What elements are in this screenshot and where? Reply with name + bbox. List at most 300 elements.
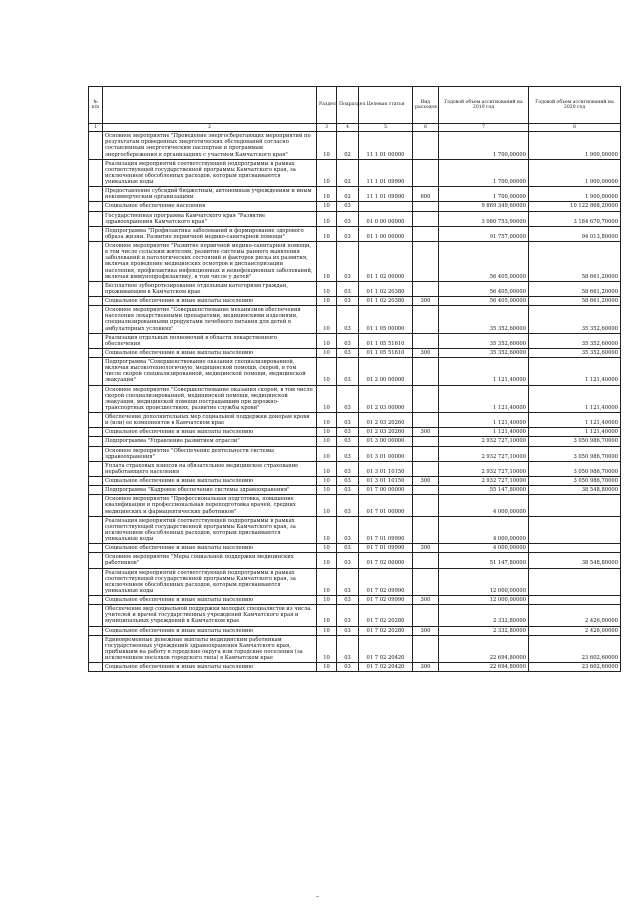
- table-row: [89, 306, 621, 334]
- item-name-cell: Социальное обеспечение и иные выплаты населению: [103, 544, 317, 553]
- section-cell: 10: [317, 211, 337, 226]
- amount-2020-cell: 1 121,40000: [529, 358, 621, 386]
- item-name-cell: Основное мероприятие "Совершенствование оказания скорой, в том числе скорой специализированной, медицинской помощи, медицинской эвакуации, медицинской помощи пострадавшим при дорожно-транспортных происшествиях, развитие службы крови": [103, 385, 317, 413]
- subsection-cell: 03: [337, 635, 359, 663]
- amount-2020-cell: 3 050 986,70000: [529, 477, 621, 486]
- expense-kind-cell: [413, 437, 439, 446]
- subsection-cell: 02: [337, 132, 359, 160]
- amount-2019-cell: 1 121,40000: [439, 385, 529, 413]
- table-row: [89, 516, 621, 544]
- table-row: [89, 333, 621, 348]
- item-name-cell: Основное мероприятие "Развитие первичной медико-санитарной помощи, в том числе сельским жителям, развитие системы раннего выявления заболеваний и патологических состояний и факторов риска их развития, включая проведение медицинских осмотров и диспансеризации населения, профилактика инфекционных и неинфекционных заболеваний, включая иммунопрофилактику, в том числе у детей": [103, 242, 317, 282]
- row-number-cell: [89, 281, 103, 296]
- header-target: Целевая статья: [359, 87, 413, 124]
- section-cell: 10: [317, 348, 337, 357]
- table-row: [89, 663, 621, 672]
- table-row: [89, 544, 621, 553]
- row-number-cell: [89, 226, 103, 241]
- row-number-cell: [89, 211, 103, 226]
- subsection-cell: 03: [337, 544, 359, 553]
- amount-2019-cell: 1 700,00000: [439, 132, 529, 160]
- table-row: [89, 635, 621, 663]
- amount-2020-cell: 1 900,00000: [529, 132, 621, 160]
- row-number-cell: [89, 159, 103, 187]
- header-vol-2019: Годовой объем ассигнований на 2019 год: [439, 87, 529, 124]
- row-number-cell: [89, 242, 103, 282]
- table-row: [89, 413, 621, 428]
- section-cell: 10: [317, 626, 337, 635]
- table-row: [89, 428, 621, 437]
- item-name-cell: Основное мероприятие "Меры социальной поддержки медицинских работников": [103, 553, 317, 568]
- subsection-cell: 03: [337, 461, 359, 476]
- target-article-cell: 01 2 00 00000: [359, 358, 413, 386]
- amount-2020-cell: 2 426,00000: [529, 626, 621, 635]
- row-number-cell: [89, 413, 103, 428]
- expense-kind-cell: [413, 333, 439, 348]
- section-cell: 10: [317, 358, 337, 386]
- expense-kind-cell: 300: [413, 477, 439, 486]
- table-row: [89, 495, 621, 516]
- target-article-cell: 01 7 02 20280: [359, 626, 413, 635]
- table-row: [89, 568, 621, 596]
- subsection-cell: 03: [337, 348, 359, 357]
- target-article-cell: [359, 202, 413, 211]
- amount-2019-cell: 35 352,60000: [439, 333, 529, 348]
- row-number-cell: [89, 663, 103, 672]
- amount-2020-cell: [529, 495, 621, 516]
- amount-2019-cell: 2 332,80000: [439, 626, 529, 635]
- amount-2019-cell: 1 121,40000: [439, 358, 529, 386]
- item-name-cell: Социальное обеспечение и иные выплаты населению: [103, 297, 317, 306]
- budget-table: [88, 86, 621, 672]
- subsection-cell: 03: [337, 358, 359, 386]
- table-row: [89, 187, 621, 202]
- amount-2019-cell: 55 147,80000: [439, 486, 529, 495]
- amount-2019-cell: 2 932 727,10000: [439, 461, 529, 476]
- index-cell: 7: [439, 124, 529, 132]
- target-article-cell: 01 2 03 20260: [359, 428, 413, 437]
- item-name-cell: Единовременные денежные выплаты медицинским работникам государственных учреждений здравоохранения Камчатского края, прибывшим на работу в городские округа или городские поселения (за исключением поселков городского типа) в Камчатском крае: [103, 635, 317, 663]
- amount-2019-cell: 4 000,00000: [439, 516, 529, 544]
- table-body: [89, 132, 621, 672]
- header-section: Раздел: [317, 87, 337, 124]
- item-name-cell: Основное мероприятие "Совершенствование механизмов обеспечения населения лекарственными препаратами, медицинскими изделиями, специализированными продуктами лечебного питания для детей в амбулаторных условиях": [103, 306, 317, 334]
- row-number-cell: [89, 477, 103, 486]
- amount-2019-cell: 2 932 727,10000: [439, 437, 529, 446]
- expense-kind-cell: 300: [413, 348, 439, 357]
- expense-kind-cell: [413, 495, 439, 516]
- item-name-cell: Бесплатное зубопротезирование отдельным категориям граждан, проживающим в Камчатском крае: [103, 281, 317, 296]
- amount-2019-cell: 2 332,80000: [439, 605, 529, 626]
- row-number-cell: [89, 635, 103, 663]
- item-name-cell: Социальное обеспечение и иные выплаты населению: [103, 663, 317, 672]
- item-name-cell: Подпрограмма "Профилактика заболеваний и формирование здорового образа жизни. Развитие первичной медико-санитарной помощи": [103, 226, 317, 241]
- table-row: [89, 385, 621, 413]
- table-row: [89, 348, 621, 357]
- target-article-cell: 01 7 01 09990: [359, 516, 413, 544]
- index-cell: 4: [337, 124, 359, 132]
- amount-2019-cell: 51 147,80000: [439, 553, 529, 568]
- expense-kind-cell: [413, 446, 439, 461]
- subsection-cell: 03: [337, 297, 359, 306]
- table-row: [89, 477, 621, 486]
- subsection-cell: 03: [337, 596, 359, 605]
- subsection-cell: 03: [337, 333, 359, 348]
- subsection-cell: 03: [337, 211, 359, 226]
- expense-kind-cell: [413, 413, 439, 428]
- index-cell: 1: [89, 124, 103, 132]
- table-row: [89, 242, 621, 282]
- target-article-cell: 01 7 02 20280: [359, 605, 413, 626]
- subsection-cell: 03: [337, 626, 359, 635]
- table-row: [89, 446, 621, 461]
- amount-2020-cell: 10 122 868,20000: [529, 202, 621, 211]
- item-name-cell: Подпрограмма "Управление развитием отрасли": [103, 437, 317, 446]
- row-number-cell: [89, 437, 103, 446]
- expense-kind-cell: 300: [413, 428, 439, 437]
- section-cell: 10: [317, 516, 337, 544]
- expense-kind-cell: [413, 486, 439, 495]
- section-cell: 10: [317, 132, 337, 160]
- item-name-cell: Социальное обеспечение и иные выплаты населению: [103, 477, 317, 486]
- row-number-cell: [89, 446, 103, 461]
- amount-2020-cell: 3 050 986,70000: [529, 437, 621, 446]
- section-cell: 10: [317, 242, 337, 282]
- row-number-cell: [89, 596, 103, 605]
- section-cell: 10: [317, 495, 337, 516]
- section-cell: 10: [317, 486, 337, 495]
- amount-2019-cell: 1 700,00000: [439, 159, 529, 187]
- amount-2020-cell: 58 661,20000: [529, 297, 621, 306]
- expense-kind-cell: [413, 568, 439, 596]
- target-article-cell: 01 7 02 09990: [359, 596, 413, 605]
- item-name-cell: Подпрограмма "Совершенствование оказания специализированной, включая высокотехнологичную, медицинской помощи, скорой, в том числе скорой специализированной, медицинской помощи, медицинской эвакуации": [103, 358, 317, 386]
- section-cell: 10: [317, 568, 337, 596]
- subsection-cell: 03: [337, 516, 359, 544]
- expense-kind-cell: [413, 358, 439, 386]
- amount-2020-cell: 1 900,00000: [529, 159, 621, 187]
- target-article-cell: 01 7 02 20420: [359, 663, 413, 672]
- amount-2020-cell: 38 548,80000: [529, 486, 621, 495]
- subsection-cell: 03: [337, 413, 359, 428]
- index-cell: 2: [103, 124, 317, 132]
- row-number-cell: [89, 544, 103, 553]
- expense-kind-cell: [413, 605, 439, 626]
- expense-kind-cell: 600: [413, 187, 439, 202]
- amount-2020-cell: 1 121,40000: [529, 428, 621, 437]
- item-name-cell: Основное мероприятие "Обеспечение деятельности системы здравоохранения": [103, 446, 317, 461]
- target-article-cell: 01 7 02 09990: [359, 568, 413, 596]
- item-name-cell: Основное мероприятие "Профессиональная подготовка, повышение квалификации и профессиональная переподготовка врачей, средних медицинских и фармацевтических работников": [103, 495, 317, 516]
- table-row: [89, 486, 621, 495]
- amount-2020-cell: 35 352,60000: [529, 348, 621, 357]
- section-cell: 10: [317, 635, 337, 663]
- expense-kind-cell: [413, 635, 439, 663]
- amount-2020-cell: [529, 596, 621, 605]
- index-cell: 8: [529, 124, 621, 132]
- subsection-cell: 03: [337, 202, 359, 211]
- section-cell: 10: [317, 306, 337, 334]
- target-article-cell: 01 3 01 10150: [359, 461, 413, 476]
- amount-2019-cell: 1 121,40000: [439, 428, 529, 437]
- subsection-cell: 03: [337, 437, 359, 446]
- row-number-cell: [89, 306, 103, 334]
- expense-kind-cell: [413, 516, 439, 544]
- subsection-cell: 03: [337, 226, 359, 241]
- target-article-cell: 01 1 02 20380: [359, 281, 413, 296]
- table-row: [89, 202, 621, 211]
- amount-2019-cell: 1 121,40000: [439, 413, 529, 428]
- section-cell: 10: [317, 663, 337, 672]
- expense-kind-cell: [413, 281, 439, 296]
- section-cell: 10: [317, 413, 337, 428]
- target-article-cell: 01 7 01 00000: [359, 495, 413, 516]
- table-row: [89, 605, 621, 626]
- expense-kind-cell: [413, 132, 439, 160]
- table-row: [89, 226, 621, 241]
- expense-kind-cell: [413, 461, 439, 476]
- target-article-cell: 01 1 00 00000: [359, 226, 413, 241]
- row-number-cell: [89, 428, 103, 437]
- row-number-cell: [89, 132, 103, 160]
- amount-2020-cell: 94 013,80000: [529, 226, 621, 241]
- amount-2020-cell: 2 426,00000: [529, 605, 621, 626]
- amount-2020-cell: 38 548,80000: [529, 553, 621, 568]
- row-number-cell: [89, 348, 103, 357]
- target-article-cell: 01 1 02 20380: [359, 297, 413, 306]
- amount-2020-cell: 3 050 986,70000: [529, 446, 621, 461]
- section-cell: 10: [317, 605, 337, 626]
- subsection-cell: 03: [337, 663, 359, 672]
- expense-kind-cell: [413, 211, 439, 226]
- row-number-cell: [89, 553, 103, 568]
- table-row: [89, 437, 621, 446]
- subsection-cell: 02: [337, 187, 359, 202]
- item-name-cell: Социальное обеспечение населения: [103, 202, 317, 211]
- amount-2019-cell: 1 700,00000: [439, 187, 529, 202]
- target-article-cell: 01 2 03 20260: [359, 413, 413, 428]
- target-article-cell: 01 7 02 00000: [359, 553, 413, 568]
- amount-2020-cell: [529, 544, 621, 553]
- item-name-cell: Реализация мероприятий соответствующей подпрограммы в рамках соответствующей государственной программы Камчатского края, за исключением обособленных расходов, которым присваиваются уникальные коды: [103, 159, 317, 187]
- subsection-cell: 03: [337, 242, 359, 282]
- table-header-row: [89, 87, 621, 124]
- row-number-cell: [89, 358, 103, 386]
- header-kind: Вид расходов: [413, 87, 439, 124]
- target-article-cell: 01 1 05 00000: [359, 306, 413, 334]
- row-number-cell: [89, 568, 103, 596]
- table-row: [89, 297, 621, 306]
- row-number-cell: [89, 495, 103, 516]
- expense-kind-cell: 300: [413, 544, 439, 553]
- target-article-cell: 11 1 01 09990: [359, 159, 413, 187]
- amount-2020-cell: [529, 568, 621, 596]
- target-article-cell: 11 1 01 00000: [359, 132, 413, 160]
- expense-kind-cell: [413, 226, 439, 241]
- subsection-cell: 03: [337, 486, 359, 495]
- item-name-cell: Реализация мероприятий соответствующей подпрограммы в рамках соответствующей государственной программы Камчатского края, за исключением обособленных расходов, которым присваиваются уникальные коды: [103, 568, 317, 596]
- section-cell: 10: [317, 428, 337, 437]
- item-name-cell: Уплата страховых взносов на обязательное медицинское страхование неработающего населения: [103, 461, 317, 476]
- header-subsection: Подраздел: [337, 87, 359, 124]
- page-number: –: [316, 893, 319, 900]
- item-name-cell: Подпрограмма "Кадровое обеспечение системы здравоохранения": [103, 486, 317, 495]
- amount-2019-cell: 9 869 349,60000: [439, 202, 529, 211]
- amount-2019-cell: 91 757,00000: [439, 226, 529, 241]
- target-article-cell: 01 7 00 00000: [359, 486, 413, 495]
- amount-2020-cell: [529, 516, 621, 544]
- target-article-cell: 01 3 00 00000: [359, 437, 413, 446]
- subsection-cell: 03: [337, 281, 359, 296]
- subsection-cell: 03: [337, 306, 359, 334]
- table-row: [89, 159, 621, 187]
- section-cell: 10: [317, 187, 337, 202]
- expense-kind-cell: 300: [413, 297, 439, 306]
- section-cell: 10: [317, 437, 337, 446]
- section-cell: 10: [317, 202, 337, 211]
- amount-2020-cell: 58 661,20000: [529, 242, 621, 282]
- amount-2020-cell: 35 352,60000: [529, 306, 621, 334]
- table-row: [89, 461, 621, 476]
- section-cell: 10: [317, 385, 337, 413]
- amount-2020-cell: 58 661,20000: [529, 281, 621, 296]
- section-cell: 10: [317, 446, 337, 461]
- amount-2019-cell: 22 694,80000: [439, 663, 529, 672]
- table-row: [89, 596, 621, 605]
- target-article-cell: 01 7 01 09990: [359, 544, 413, 553]
- row-number-cell: [89, 626, 103, 635]
- table-row: [89, 211, 621, 226]
- subsection-cell: 03: [337, 446, 359, 461]
- amount-2020-cell: 3 184 670,70000: [529, 211, 621, 226]
- header-name: [103, 87, 317, 124]
- target-article-cell: 01 1 05 51610: [359, 333, 413, 348]
- item-name-cell: Обеспечение дополнительных мер социальной поддержки донорам крови и (или) ее компонентов в Камчатском крае: [103, 413, 317, 428]
- table-row: [89, 281, 621, 296]
- item-name-cell: Государственная программа Камчатского края "Развитие здравоохранения Камчатского края": [103, 211, 317, 226]
- expense-kind-cell: 300: [413, 663, 439, 672]
- target-article-cell: 01 1 05 51610: [359, 348, 413, 357]
- amount-2020-cell: 1 900,00000: [529, 187, 621, 202]
- expense-kind-cell: 300: [413, 626, 439, 635]
- amount-2019-cell: 2 932 727,10000: [439, 477, 529, 486]
- target-article-cell: 11 1 01 09990: [359, 187, 413, 202]
- row-number-cell: [89, 516, 103, 544]
- amount-2019-cell: 35 352,60000: [439, 348, 529, 357]
- item-name-cell: Реализация мероприятий соответствующей подпрограммы в рамках соответствующей государственной программы Камчатского края, за исключением обособленных расходов, которым присваиваются уникальные коды: [103, 516, 317, 544]
- subsection-cell: 03: [337, 605, 359, 626]
- section-cell: 10: [317, 297, 337, 306]
- expense-kind-cell: [413, 385, 439, 413]
- item-name-cell: Социальное обеспечение и иные выплаты населению: [103, 428, 317, 437]
- section-cell: 10: [317, 544, 337, 553]
- row-number-cell: [89, 486, 103, 495]
- item-name-cell: Основное мероприятие "Проведение энергосберегающих мероприятий по результатам проведенных энергетических обследований согласно составленным энергетическим паспортам и программам энергосбережения в организациях с участием Камчатского края": [103, 132, 317, 160]
- amount-2019-cell: 22 694,80000: [439, 635, 529, 663]
- expense-kind-cell: 300: [413, 596, 439, 605]
- amount-2019-cell: 12 000,00000: [439, 568, 529, 596]
- amount-2020-cell: 23 602,60000: [529, 663, 621, 672]
- section-cell: 10: [317, 553, 337, 568]
- amount-2019-cell: 35 352,60000: [439, 306, 529, 334]
- expense-kind-cell: [413, 306, 439, 334]
- amount-2019-cell: 2 932 727,10000: [439, 446, 529, 461]
- item-name-cell: Социальное обеспечение и иные выплаты населению: [103, 596, 317, 605]
- amount-2019-cell: 4 000,00000: [439, 544, 529, 553]
- subsection-cell: 02: [337, 159, 359, 187]
- item-name-cell: Социальное обеспечение и иные выплаты населению: [103, 348, 317, 357]
- amount-2019-cell: 56 405,00000: [439, 242, 529, 282]
- subsection-cell: 03: [337, 495, 359, 516]
- row-number-cell: [89, 461, 103, 476]
- header-vol-2020: Годовой объем ассигнований на 2020 год: [529, 87, 621, 124]
- section-cell: 10: [317, 596, 337, 605]
- row-number-cell: [89, 187, 103, 202]
- amount-2019-cell: 3 080 753,90000: [439, 211, 529, 226]
- section-cell: 10: [317, 461, 337, 476]
- subsection-cell: 03: [337, 568, 359, 596]
- target-article-cell: 01 7 02 20420: [359, 635, 413, 663]
- index-cell: 6: [413, 124, 439, 132]
- amount-2020-cell: 1 121,40000: [529, 413, 621, 428]
- table-row: [89, 132, 621, 160]
- section-cell: 10: [317, 281, 337, 296]
- expense-kind-cell: [413, 202, 439, 211]
- expense-kind-cell: [413, 159, 439, 187]
- item-name-cell: Реализация отдельных полномочий в области лекарственного обеспечения: [103, 333, 317, 348]
- item-name-cell: Предоставление субсидий бюджетным, автономным учреждениям и иным некоммерческим организациям: [103, 187, 317, 202]
- header-no: № п/п: [89, 87, 103, 124]
- item-name-cell: Обеспечение мер социальной поддержки молодых специалистов из числа учителей и врачей государственных учреждений Камчатского края и муниципальных учреждений в Камчатском крае: [103, 605, 317, 626]
- amount-2019-cell: 4 000,00000: [439, 495, 529, 516]
- target-article-cell: 01 1 02 00000: [359, 242, 413, 282]
- amount-2020-cell: 1 121,40000: [529, 385, 621, 413]
- row-number-cell: [89, 385, 103, 413]
- amount-2020-cell: 3 050 986,70000: [529, 461, 621, 476]
- target-article-cell: 01 3 01 00000: [359, 446, 413, 461]
- table-row: [89, 358, 621, 386]
- table-row: [89, 553, 621, 568]
- amount-2019-cell: 56 405,00000: [439, 297, 529, 306]
- target-article-cell: 01 2 03 00000: [359, 385, 413, 413]
- expense-kind-cell: [413, 553, 439, 568]
- column-index-row: [89, 124, 621, 132]
- section-cell: 10: [317, 333, 337, 348]
- index-cell: 5: [359, 124, 413, 132]
- amount-2019-cell: 56 405,00000: [439, 281, 529, 296]
- subsection-cell: 03: [337, 553, 359, 568]
- subsection-cell: 03: [337, 477, 359, 486]
- section-cell: 10: [317, 226, 337, 241]
- row-number-cell: [89, 202, 103, 211]
- target-article-cell: 01 3 01 10150: [359, 477, 413, 486]
- subsection-cell: 03: [337, 428, 359, 437]
- target-article-cell: 01 0 00 00000: [359, 211, 413, 226]
- subsection-cell: 03: [337, 385, 359, 413]
- row-number-cell: [89, 333, 103, 348]
- index-cell: 3: [317, 124, 337, 132]
- section-cell: 10: [317, 477, 337, 486]
- amount-2020-cell: 23 602,60000: [529, 635, 621, 663]
- section-cell: 10: [317, 159, 337, 187]
- expense-kind-cell: [413, 242, 439, 282]
- table-row: [89, 626, 621, 635]
- item-name-cell: Социальное обеспечение и иные выплаты населению: [103, 626, 317, 635]
- amount-2020-cell: 35 352,60000: [529, 333, 621, 348]
- amount-2019-cell: 12 000,00000: [439, 596, 529, 605]
- row-number-cell: [89, 605, 103, 626]
- row-number-cell: [89, 297, 103, 306]
